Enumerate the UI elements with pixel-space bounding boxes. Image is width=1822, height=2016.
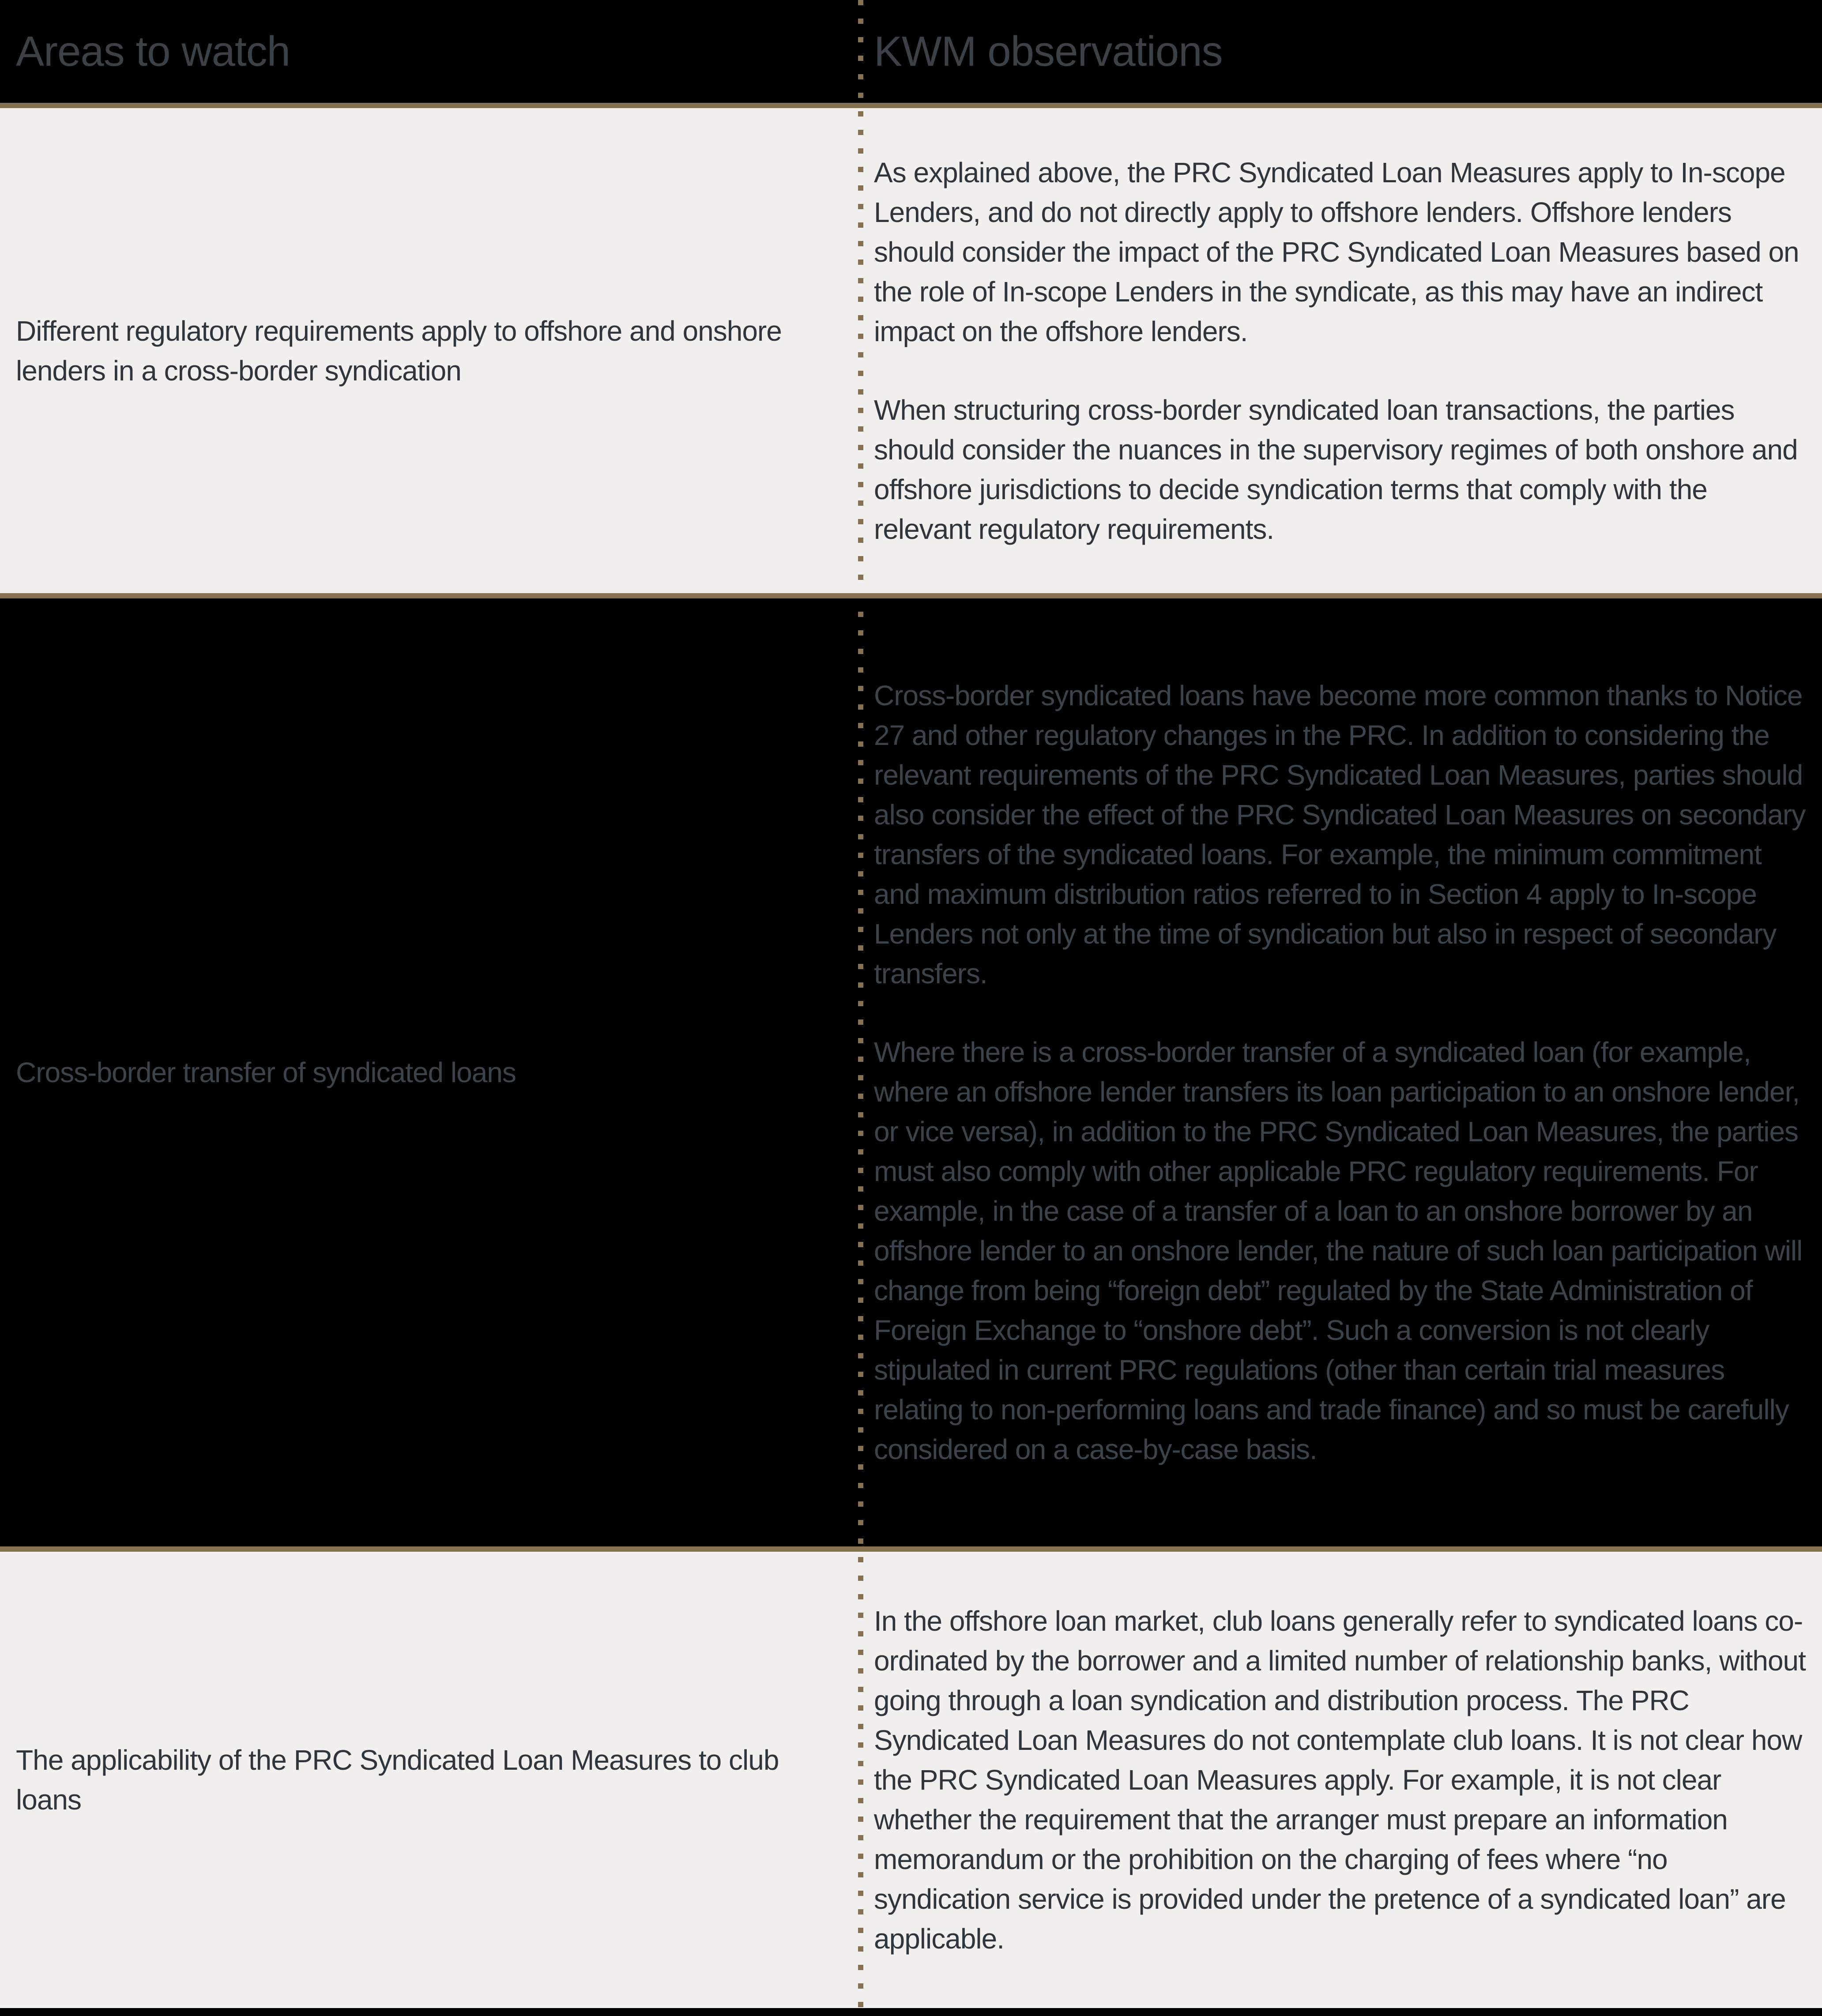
area-label: The applicability of the PRC Syndicated Loan Measures to club loans — [16, 1744, 779, 1816]
area-label: Different regulatory requirements apply to offshore and onshore lenders in a cross-border syndication — [16, 315, 782, 387]
observation-paragraph: Cross-border syndicated loans have become more common thanks to Notice 27 and other regulatory changes in the PRC. In addition to considering the relevant requirements of the PRC Syndicated Loan Measures, parties should also consider the effect of the PRC Syndicated Loan Measures on secondary transfers of the syndicated loans. For example, the minimum commitment and maximum distribution ratios referred to in Section 4 apply to In-scope Lenders not only at the time of syndication but also in respect of secondary transfers. — [874, 680, 1806, 989]
kwm-observations-column-header: KWM observations — [874, 27, 1223, 75]
table-header-row — [0, 0, 1822, 103]
observation-paragraph: In the offshore loan market, club loans generally refer to syndicated loans co-ordinated by the borrower and a limited number of relationship banks, without going through a loan syndication and distribution process. The PRC Syndicated Loan Measures do not contemplate club loans. It is not clear how the PRC Syndicated Loan Measures apply. For example, it is not clear whether the requirement that the arranger must prepare an information memorandum or the prohibition on the charging of fees where “no syndication service is provided under the pretence of a syndicated loan” are applicable. — [874, 1605, 1806, 1955]
bottom-edge-bar — [0, 2008, 1822, 2016]
table-row — [0, 1546, 1822, 2008]
areas-header-cell — [0, 27, 861, 76]
areas-to-watch-column-header: Areas to watch — [16, 27, 290, 75]
area-label: Cross-border transfer of syndicated loans — [16, 1057, 516, 1088]
area-cell — [0, 1552, 861, 2008]
area-cell — [0, 108, 861, 593]
observations-header-cell — [861, 27, 1822, 76]
table-row — [0, 593, 1822, 1546]
observations-cell — [861, 1552, 1822, 2008]
table-row — [0, 103, 1822, 593]
observations-cell — [861, 108, 1822, 593]
observation-paragraph: Where there is a cross-border transfer of a syndicated loan (for example, where an offshore lender transfers its loan participation to an onshore lender, or vice versa), in addition to the PRC Syndicated Loan Measures, the parties must also comply with other applicable PRC regulatory requirements. For example, in the case of a transfer of a loan to an onshore borrower by an offshore lender to an onshore lender, the nature of such loan participation will change from being “foreign debt” regulated by the State Administration of Foreign Exchange to “onshore debt”. Such a conversion is not clearly stipulated in current PRC regulations (other than certain trial measures relating to non-performing loans and trade finance) and so must be carefully considered on a case-by-case basis. — [874, 1036, 1803, 1465]
area-cell — [0, 598, 861, 1546]
observation-paragraph: As explained above, the PRC Syndicated Loan Measures apply to In-scope Lenders, and do not directly apply to offshore lenders. Offshore lenders should consider the impact of the PRC Syndicated Loan Measures based on the role of In-scope Lenders in the syndicate, as this may have an indirect impact on the offshore lenders. — [874, 156, 1799, 347]
observation-paragraph: When structuring cross-border syndicated loan transactions, the parties should consider the nuances in the supervisory regimes of both onshore and offshore jurisdictions to decide syndication terms that comply with the relevant regulatory requirements. — [874, 394, 1798, 545]
observations-cell — [861, 598, 1822, 1546]
